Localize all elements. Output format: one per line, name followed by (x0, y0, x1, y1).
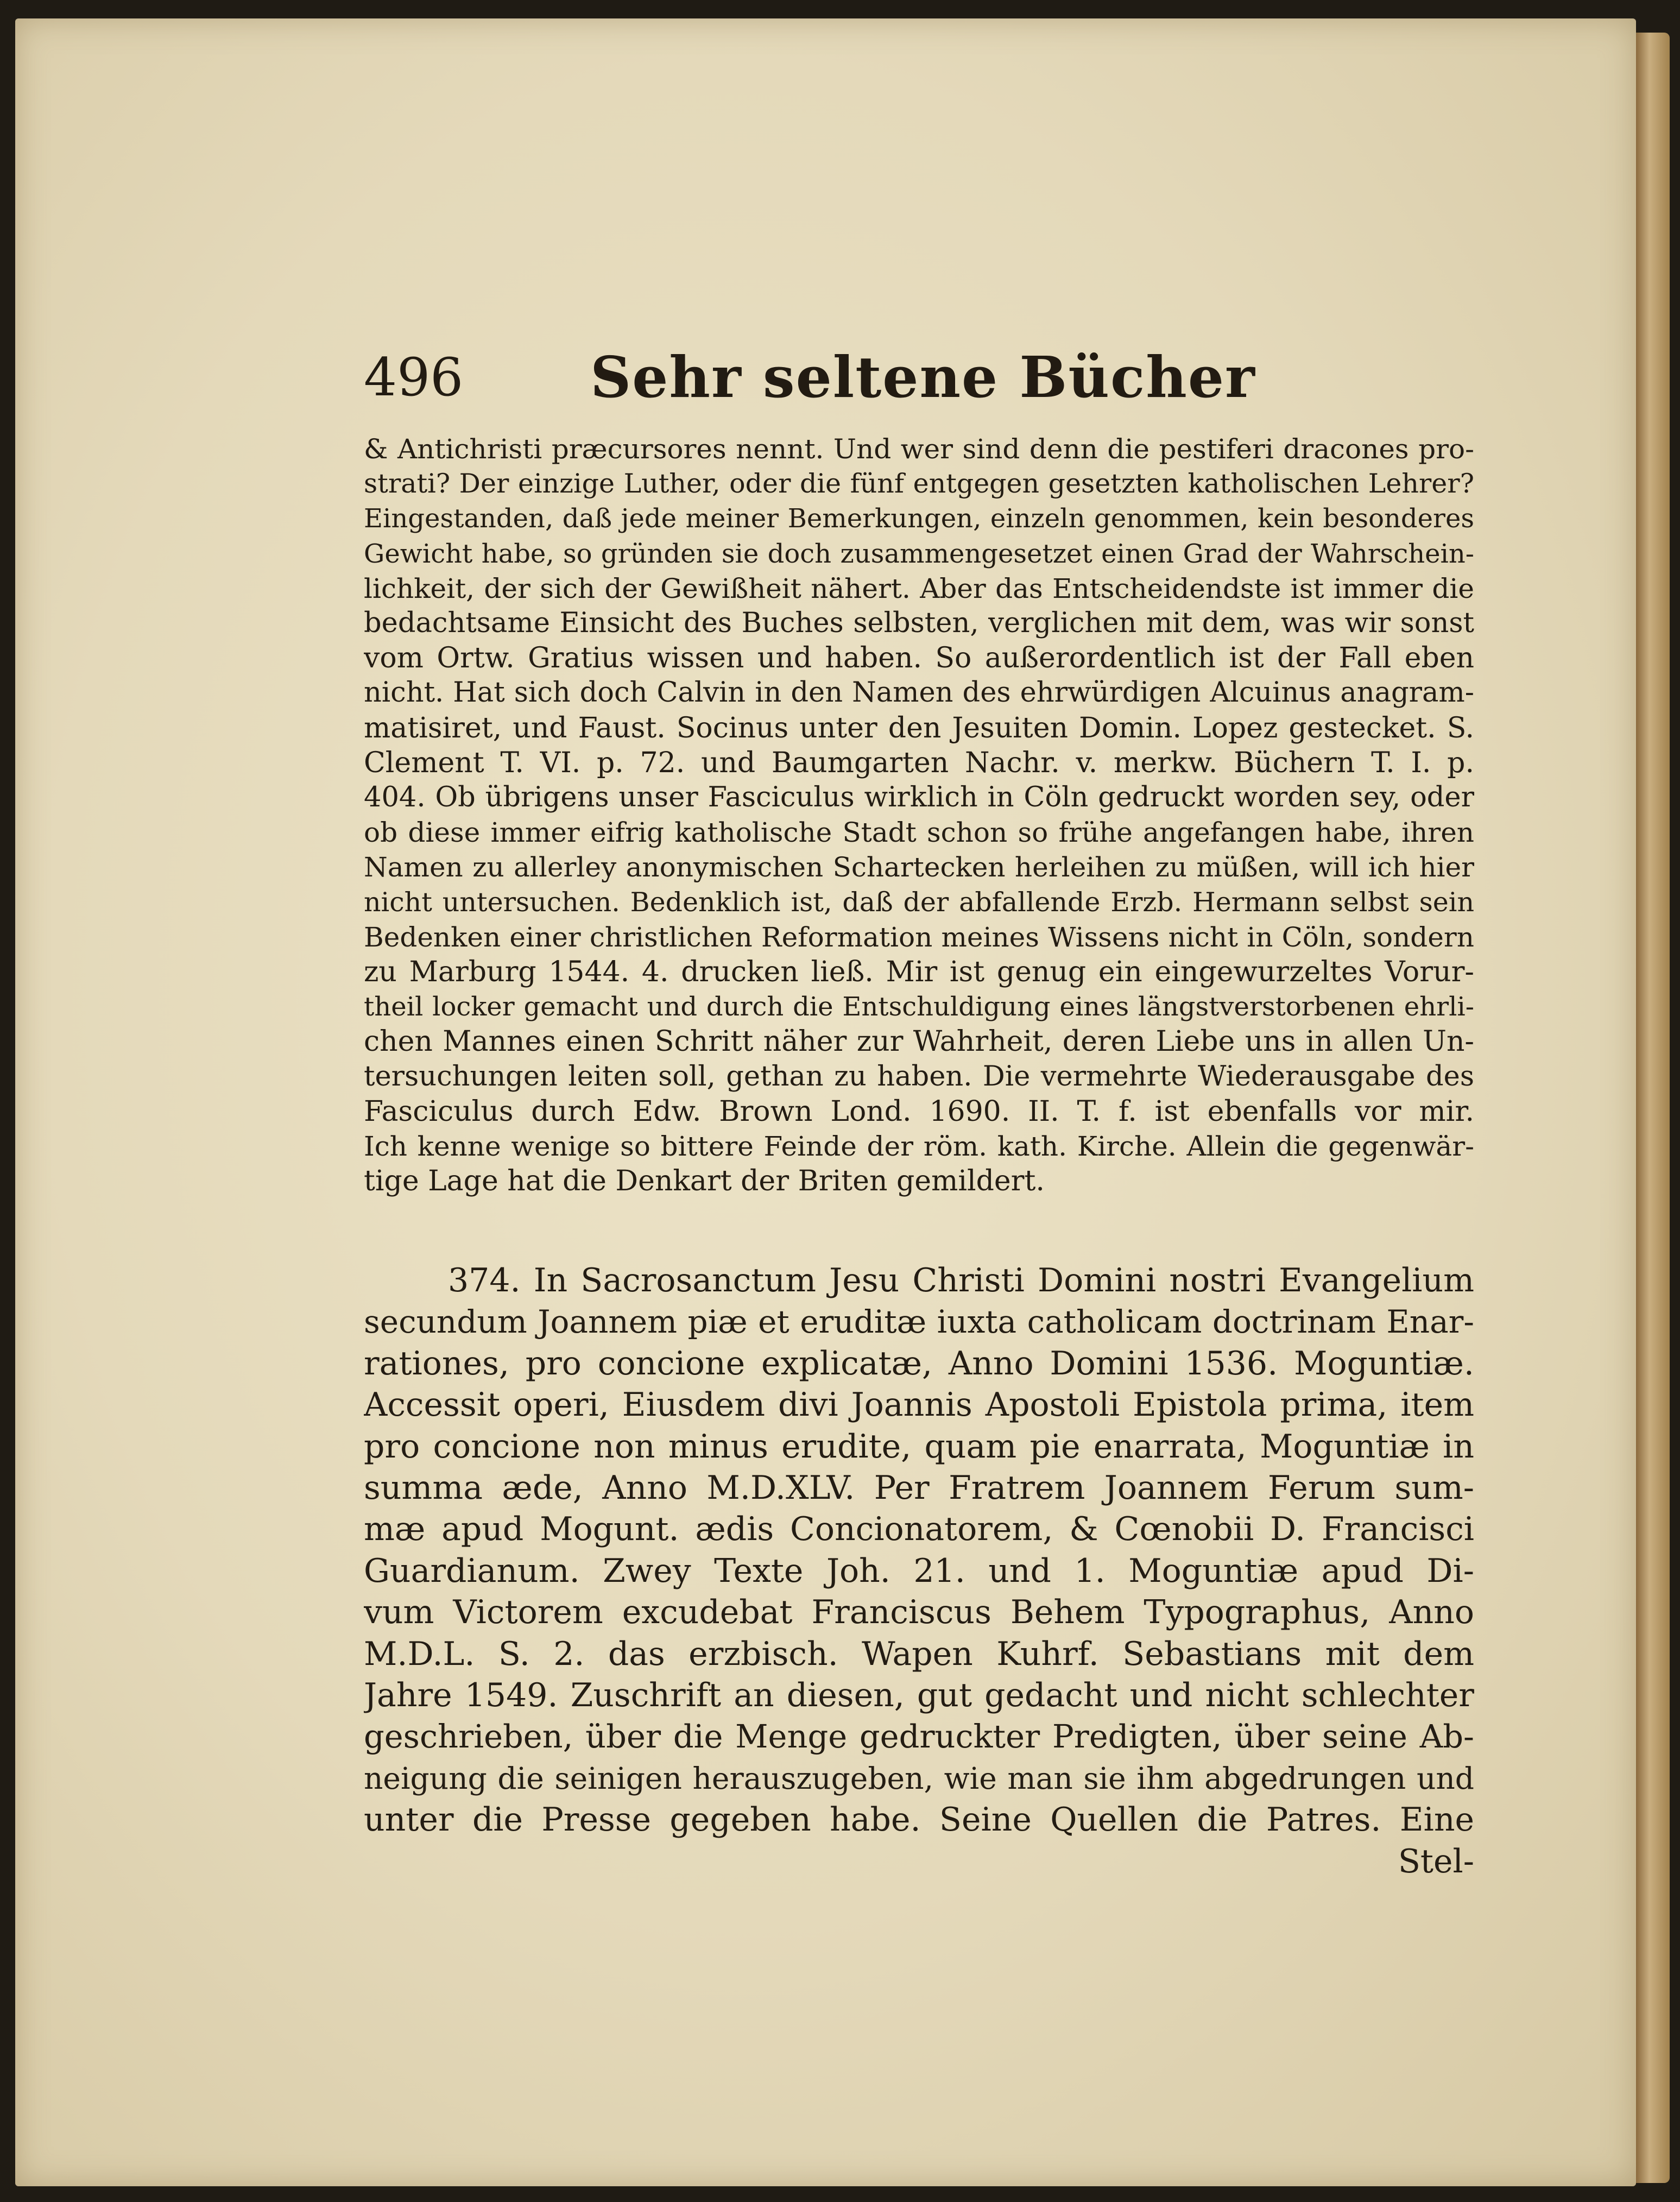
text-line: pro concione non minus erudite, quam pie enarrata, Moguntiæ in (364, 1427, 1474, 1466)
text-line: rationes, pro concione explicatæ, Anno Domini 1536. Moguntiæ. (364, 1344, 1474, 1383)
entry-374 (364, 1260, 1474, 1882)
text-line: M.D.L. S. 2. das erzbisch. Wapen Kuhrf. Sebastians mit dem (364, 1635, 1474, 1673)
text-line: bedachtsame Einsicht des Buches selbsten, verglichen mit dem, was wir sonst (364, 607, 1474, 640)
page-number: 496 (364, 347, 464, 408)
text-line: tersuchungen leiten soll, gethan zu haben. Die vermehrte Wiederausgabe des (364, 1060, 1474, 1093)
text-line: unter die Presse gegeben habe. Seine Quellen die Patres. Eine (364, 1801, 1474, 1839)
catchword: Stel- (1398, 1842, 1474, 1881)
text-line: Accessit operi, Eiusdem divi Joannis Apostoli Epistola prima, item (364, 1386, 1474, 1424)
text-line: Fasciculus durch Edw. Brown Lond. 1690. II. T. f. ist ebenfalls vor mir. (364, 1095, 1474, 1128)
text-line: 404. Ob übrigens unser Fasciculus wirklich in Cöln gedruckt worden sey, oder (364, 781, 1474, 814)
text-line: Jahre 1549. Zuschrift an diesen, gut gedacht und nicht schlechter (364, 1676, 1474, 1715)
text-line: Namen zu allerley anonymischen Schartecken herleihen zu müßen, will ich hier (364, 851, 1474, 884)
text-line: neigung die seinigen herauszugeben, wie man sie ihm abgedrungen und (364, 1761, 1474, 1796)
text-line: vom Ortw. Gratius wissen und haben. So außerordentlich ist der Fall eben (364, 642, 1474, 675)
text-line: matisiret, und Faust. Socinus unter den Jesuiten Domin. Lopez gestecket. S. (364, 711, 1474, 744)
text-line: ob diese immer eifrig katholische Stadt schon so frühe angefangen habe, ihren (364, 817, 1474, 849)
text-line: Bedenken einer christlichen Reformation meines Wissens nicht in Cöln, sondern (364, 921, 1474, 953)
text-line: & Antichristi præcursores nennt. Und wer sind denn die pestiferi dracones pro- (364, 433, 1474, 465)
text-line: tige Lage hat die Denkart der Briten gemildert. (364, 1165, 1045, 1198)
text-line: strati? Der einzige Luther, oder die fünf entgegen gesetzten katholischen Lehrer? (364, 468, 1474, 500)
text-line: secundum Joannem piæ et eruditæ iuxta catholicam doctrinam Enar- (364, 1303, 1474, 1341)
text-line: nicht. Hat sich doch Calvin in den Namen des ehrwürdigen Alcuinus anagram- (364, 677, 1474, 709)
text-line: Ich kenne wenige so bittere Feinde der röm. kath. Kirche. Allein die gegenwär- (364, 1131, 1474, 1163)
next-page-edge (1636, 33, 1670, 2183)
text-line: Gewicht habe, so gründen sie doch zusammengesetzet einen Grad der Wahrschein- (364, 538, 1474, 569)
text-line: vum Victorem excudebat Franciscus Behem Typographus, Anno (364, 1593, 1474, 1632)
text-line: Eingestanden, daß jede meiner Bemerkungen, einzeln genommen, kein besonderes (364, 503, 1474, 534)
text-line: Guardianum. Zwey Texte Joh. 21. und 1. Moguntiæ apud Di- (364, 1551, 1474, 1590)
text-line: nicht untersuchen. Bedenklich ist, daß der abfallende Erzb. Hermann selbst sein (364, 886, 1474, 918)
running-title: Sehr seltene Bücher (590, 344, 1256, 411)
text-line: Clement T. VI. p. 72. und Baumgarten Nachr. v. merkw. Büchern T. I. p. (364, 746, 1474, 779)
text-line: theil locker gemacht und durch die Entschuldigung eines längstverstorbenen ehrli- (364, 992, 1474, 1023)
text-line: summa æde, Anno M.D.XLV. Per Fratrem Joannem Ferum sum- (364, 1469, 1474, 1507)
text-line: chen Mannes einen Schritt näher zur Wahrheit, deren Liebe uns in allen Un- (364, 1025, 1474, 1058)
page-header (364, 344, 1477, 411)
text-line: lichkeit, der sich der Gewißheit nähert. Aber das Entscheidendste ist immer die (364, 572, 1474, 604)
text-line: geschrieben, über die Menge gedruckter Predigten, über seine Ab- (364, 1718, 1474, 1756)
text-line: mæ apud Mogunt. ædis Concionatorem, & Cœnobii D. Francisci (364, 1510, 1474, 1549)
text-line: 374. In Sacrosanctum Jesu Christi Domini nostri Evangelium (448, 1261, 1474, 1299)
text-line: zu Marburg 1544. 4. drucken ließ. Mir ist genug ein eingewurzeltes Vorur- (364, 956, 1474, 989)
paragraph-fasciculus-discussion (364, 432, 1474, 1198)
